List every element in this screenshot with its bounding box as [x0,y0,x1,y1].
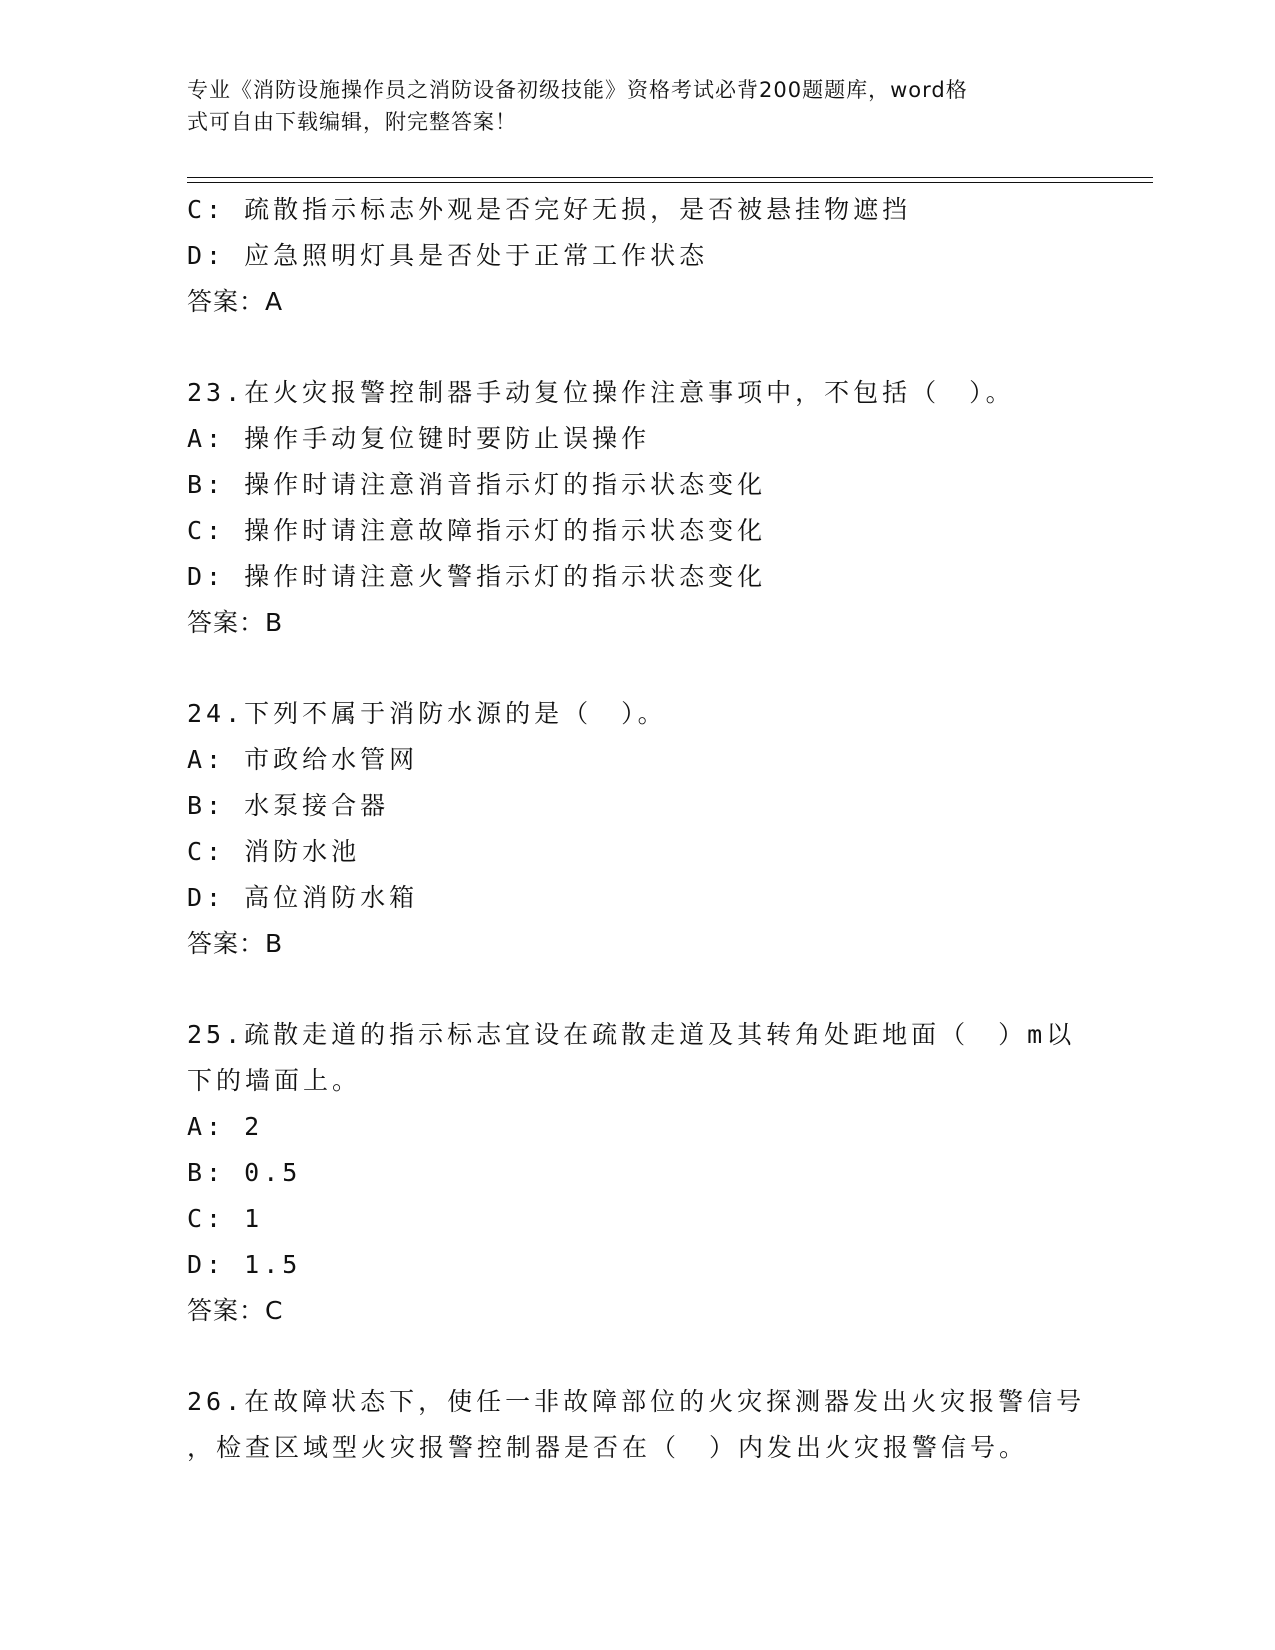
spacer [187,325,1087,370]
answer-label: 答案：B [187,608,284,637]
document-header [187,74,1067,138]
header-divider-top [187,177,1153,178]
option-a: A: 2 [187,1112,264,1141]
question-text-line-1: 25.疏散走道的指示标志宜设在疏散走道及其转角处距地面（ ）m以 [187,1020,1076,1049]
question-text: 23.在火灾报警控制器手动复位操作注意事项中，不包括（ ）。 [187,378,1015,407]
option-d: D: 高位消防水箱 [187,883,419,912]
question-text-line-2: 下的墙面上。 [187,1066,362,1095]
option-d: D: 操作时请注意火警指示灯的指示状态变化 [187,562,767,591]
answer-label: 答案：C [187,1296,284,1325]
question-24 [187,691,1087,967]
option-c: C: 1 [187,1204,264,1233]
option-c: C: 操作时请注意故障指示灯的指示状态变化 [187,516,767,545]
spacer [187,967,1087,1012]
spacer [187,646,1087,691]
option-d: D: 1.5 [187,1250,302,1279]
header-line-2: 式可自由下载编辑，附完整答案！ [187,110,517,134]
question-text: 24.下列不属于消防水源的是（ ）。 [187,699,667,728]
question-23 [187,370,1087,646]
option-b: B: 0.5 [187,1158,302,1187]
option-c: C: 消防水池 [187,837,361,866]
question-22 [187,187,1087,325]
spacer [187,1334,1087,1379]
question-25 [187,1012,1087,1334]
option-c: C: 疏散指示标志外观是否完好无损，是否被悬挂物遮挡 [187,195,912,224]
question-26 [187,1379,1087,1471]
question-text-line-2: ，检查区域型火灾报警控制器是否在（ ）内发出火灾报警信号。 [187,1433,1029,1462]
question-text-line-1: 26.在故障状态下，使任一非故障部位的火灾探测器发出火灾报警信号 [187,1387,1086,1416]
option-b: B: 操作时请注意消音指示灯的指示状态变化 [187,470,767,499]
option-a: A: 市政给水管网 [187,745,419,774]
answer-label: 答案：B [187,929,284,958]
question-list [187,187,1087,1471]
option-d: D: 应急照明灯具是否处于正常工作状态 [187,241,709,270]
answer-label: 答案：A [187,287,284,316]
header-line-1: 专业《消防设施操作员之消防设备初级技能》资格考试必背200题题库，word格 [187,78,968,102]
option-b: B: 水泵接合器 [187,791,390,820]
option-a: A: 操作手动复位键时要防止误操作 [187,424,651,453]
header-divider-bottom [187,182,1153,183]
